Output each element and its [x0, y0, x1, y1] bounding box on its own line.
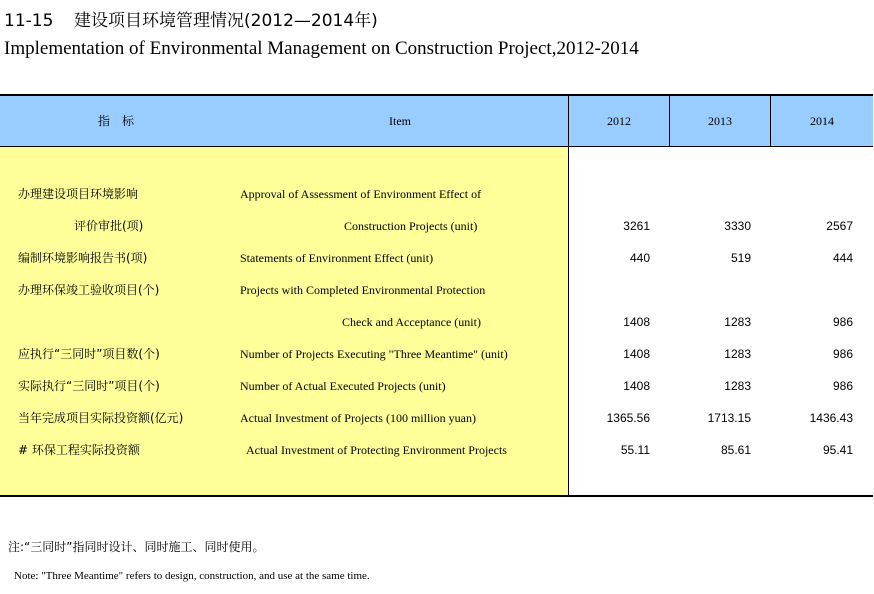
page-title-cn	[4, 6, 378, 31]
row-5-en: Check and Acceptance (unit)	[342, 315, 481, 329]
row-6-en: Number of Projects Executing "Three Meantime" (unit)	[240, 347, 508, 361]
row-7-2013: 1283	[724, 379, 751, 393]
row-8-2012: 1365.56	[606, 411, 650, 425]
row-9-2012: 55.11	[620, 443, 650, 457]
header-year-2013: 2013	[708, 114, 732, 128]
row-7-2014: 986	[832, 379, 853, 393]
row-1-en: Approval of Assessment of Environment Effect of	[240, 187, 482, 201]
row-7-cn: 实际执行“三同时”项目(个)	[18, 379, 160, 393]
header-year-2014: 2014	[810, 114, 834, 128]
header-indicator: 指 标	[97, 114, 134, 128]
row-9-en: Actual Investment of Protecting Environment Projects	[246, 443, 507, 457]
row-9-2013: 85.61	[720, 443, 751, 457]
row-5-2014: 986	[832, 315, 853, 329]
row-3-en: Statements of Environment Effect (unit)	[240, 251, 434, 265]
row-8-2014: 1436.43	[809, 411, 853, 425]
row-9-2014: 95.41	[822, 443, 853, 457]
footnote-en: Note: "Three Meantime" refers to design, construction, and use at the same time.	[14, 570, 370, 582]
header-year-2012: 2012	[607, 114, 631, 128]
header-item: Item	[389, 114, 411, 128]
row-8-2013: 1713.15	[707, 411, 751, 425]
row-3-2014: 444	[832, 251, 853, 265]
row-4-en: Projects with Completed Environmental Protection	[240, 283, 486, 297]
table-bottom-rule	[0, 495, 873, 497]
page-title-en: Implementation of Environmental Management on Construction Project,2012-2014	[4, 38, 639, 59]
row-2-2014: 2567	[826, 219, 853, 233]
row-6-2014: 986	[832, 347, 853, 361]
row-5-2013: 1283	[724, 315, 751, 329]
row-9-cn: # 环保工程实际投资额	[18, 443, 140, 457]
header-divider-2	[669, 96, 670, 146]
row-5-2012: 1408	[623, 315, 650, 329]
row-2-2013: 3330	[724, 219, 751, 233]
row-2-cn: 评价审批(项)	[74, 219, 144, 233]
row-3-cn: 编制环境影响报告书(项)	[18, 251, 148, 265]
table-number: 11-15	[4, 11, 54, 31]
row-1-cn: 办理建设项目环境影响	[18, 187, 139, 201]
header-divider-3	[770, 96, 771, 146]
row-3-2012: 440	[629, 251, 650, 265]
row-6-cn: 应执行“三同时”项目数(个)	[18, 347, 160, 361]
row-2-2012: 3261	[623, 219, 650, 233]
row-8-cn: 当年完成项目实际投资额(亿元)	[18, 411, 184, 425]
row-3-2013: 519	[730, 251, 751, 265]
table-header	[0, 96, 873, 147]
row-4-cn: 办理环保竣工验收项目(个)	[18, 283, 160, 297]
row-7-en: Number of Actual Executed Projects (unit)	[240, 379, 446, 393]
row-6-2013: 1283	[724, 347, 751, 361]
header-divider-1	[568, 96, 569, 146]
row-7-2012: 1408	[623, 379, 650, 393]
title-cn-text: 建设项目环境管理情况(2012—2014年)	[74, 11, 378, 31]
row-2-en: Construction Projects (unit)	[344, 219, 478, 233]
footnote-cn: 注:“三同时”指同时设计、同时施工、同时使用。	[8, 540, 265, 554]
row-8-en: Actual Investment of Projects (100 million yuan)	[240, 411, 476, 425]
row-6-2012: 1408	[623, 347, 650, 361]
